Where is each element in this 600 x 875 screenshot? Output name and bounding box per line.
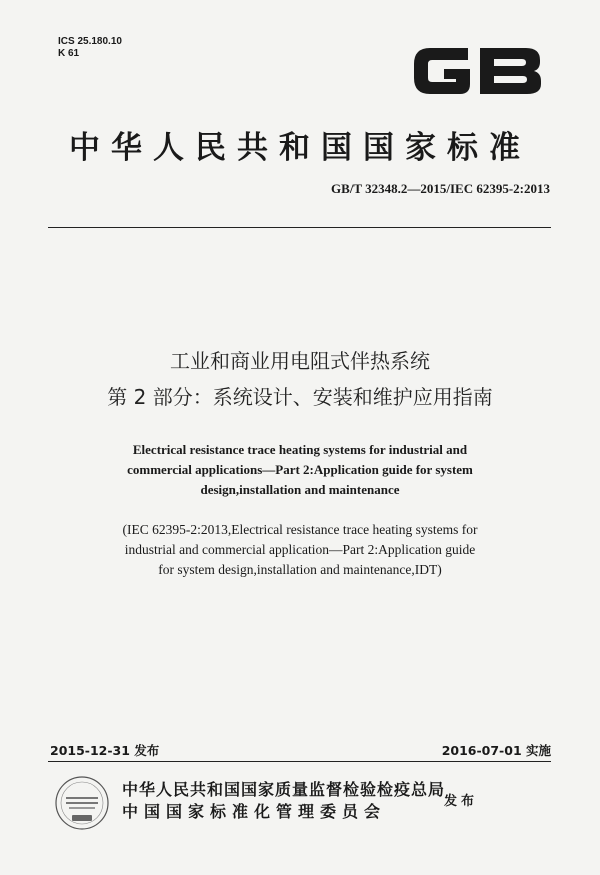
equivalence-line-1: (IEC 62395-2:2013,Electrical resistance trace heating systems for bbox=[122, 522, 478, 537]
ccs-code: K 61 bbox=[58, 48, 80, 59]
top-divider bbox=[48, 227, 551, 228]
anti-counterfeit-seal-icon bbox=[54, 775, 110, 831]
classification-codes bbox=[58, 36, 122, 60]
issue-date: 2015-12-31 发布 bbox=[50, 743, 160, 758]
equivalence-statement bbox=[40, 520, 560, 580]
bottom-divider bbox=[48, 761, 551, 762]
issuer-aqsiq: 中华人民共和国国家质量监督检验检疫总局 bbox=[122, 780, 446, 799]
chinese-title-line-2: 第 2 部分：系统设计、安装和维护应用指南 bbox=[107, 385, 493, 409]
english-title-line-3: design,installation and maintenance bbox=[200, 482, 400, 497]
english-title-line-1: Electrical resistance trace heating systems for industrial and bbox=[132, 442, 468, 457]
equivalence-line-2: industrial and commercial application—Part 2:Application guide bbox=[124, 542, 476, 557]
issuing-authorities bbox=[122, 779, 445, 823]
gb-logo bbox=[408, 42, 546, 100]
ics-code: ICS 25.180.10 bbox=[58, 36, 122, 47]
english-title bbox=[60, 440, 540, 500]
english-title-line-2: commercial applications—Part 2:Application guide for system bbox=[127, 462, 473, 477]
equivalence-line-3: for system design,installation and maintenance,IDT) bbox=[158, 562, 442, 577]
standard-number: GB/T 32348.2—2015/IEC 62395-2:2013 bbox=[331, 181, 550, 196]
implementation-date: 2016-07-01 实施 bbox=[441, 743, 551, 758]
publish-label: 发布 bbox=[444, 794, 479, 809]
national-standard-title: 中华人民共和国国家标准 bbox=[69, 130, 531, 166]
chinese-title-line-1: 工业和商业用电阻式伴热系统 bbox=[170, 349, 430, 373]
issuer-sac: 中国国家标准化管理委员会 bbox=[122, 802, 387, 821]
